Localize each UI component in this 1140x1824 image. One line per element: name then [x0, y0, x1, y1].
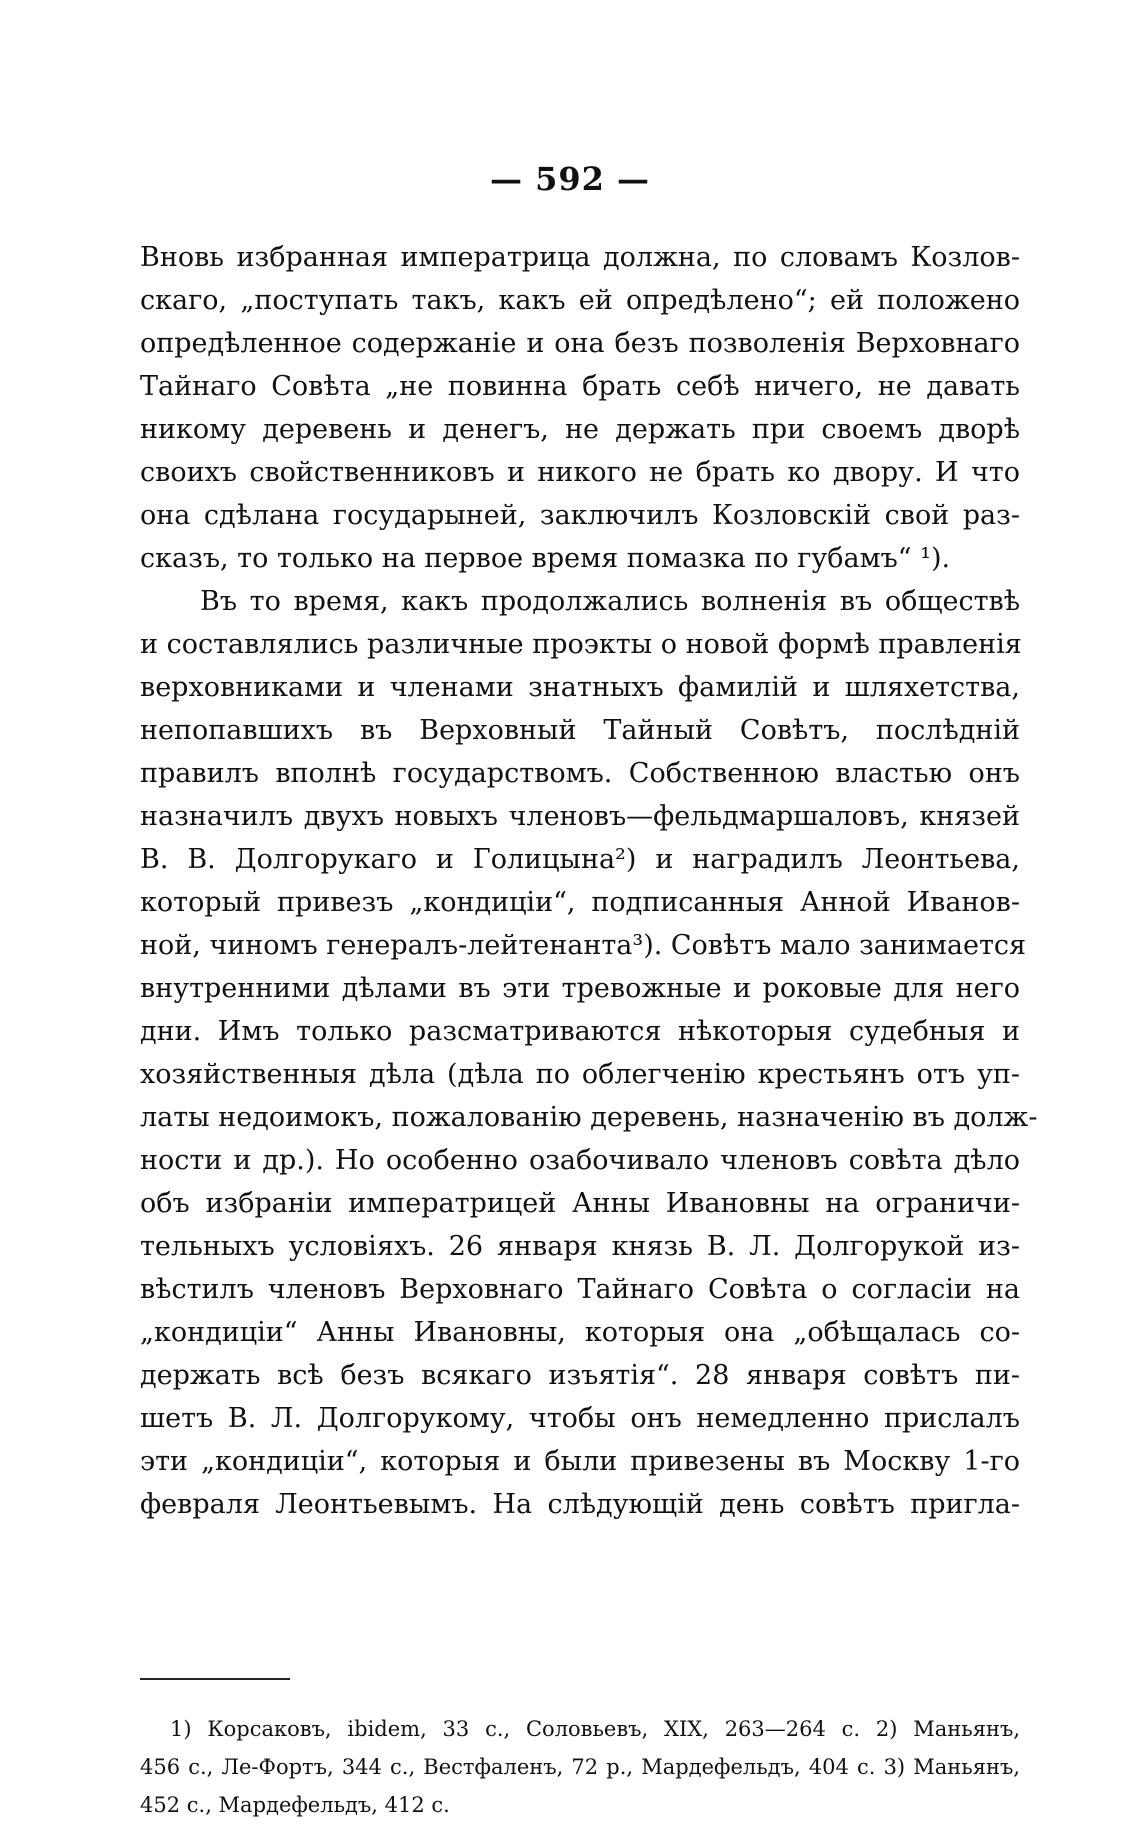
- text-line: В. В. Долгорукаго и Голицына²) и наградилъ Леонтьева,: [140, 844, 1020, 875]
- text-line: правилъ вполнѣ государствомъ. Собственною властью онъ: [140, 758, 1020, 789]
- text-line: сказъ, то только на первое время помазка по губамъ“ ¹).: [140, 543, 951, 574]
- text-line: внутренними дѣлами въ эти тревожные и роковые для него: [140, 973, 1020, 1004]
- text-line: объ избраніи императрицей Анны Ивановны на ограничи-: [140, 1188, 1020, 1219]
- text-line: держать всѣ безъ всякаго изъятія“. 28 января совѣтъ пи-: [140, 1360, 1020, 1391]
- text-line: никому деревень и денегъ, не держать при своемъ дворѣ: [140, 414, 1020, 445]
- text-line: она сдѣлана государыней, заключилъ Козловскій свой раз-: [140, 500, 1020, 531]
- text-line: шетъ В. Л. Долгорукому, чтобы онъ немедленно прислалъ: [140, 1403, 1020, 1434]
- text-line: скаго, „поступать такъ, какъ ей опредѣлено“; ей положено: [140, 285, 1020, 316]
- text-line: дни. Имъ только разсматриваются нѣкоторыя судебныя и: [140, 1016, 1020, 1047]
- text-line: Вновь избранная императрица должна, по словамъ Козлов-: [140, 242, 1020, 273]
- text-line: верховниками и членами знатныхъ фамилій и шляхетства,: [140, 672, 1020, 703]
- text-line: тельныхъ условіяхъ. 26 января князь В. Л. Долгорукой из-: [140, 1231, 1020, 1262]
- footnote-line: 1) Корсаковъ, ibidem, 33 с., Соловьевъ, XIX, 263—264 с. 2) Маньянъ,: [170, 1717, 1020, 1741]
- text-line: хозяйственныя дѣла (дѣла по облегченію крестьянъ отъ уп-: [140, 1059, 1020, 1090]
- text-line: опредѣленное содержаніе и она безъ позволенія Верховнаго: [140, 328, 1020, 359]
- text-line: эти „кондиціи“, которыя и были привезены въ Москву 1-го: [140, 1446, 1020, 1477]
- text-line: Тайнаго Совѣта „не повинна брать себѣ ничего, не давать: [140, 371, 1020, 402]
- footnote-line: 456 с., Ле-Фортъ, 344 с., Вестфаленъ, 72 р., Мардефельдъ, 404 с. 3) Маньянъ,: [140, 1755, 1020, 1779]
- text-line: непопавшихъ въ Верховный Тайный Совѣтъ, послѣдній: [140, 715, 1020, 746]
- text-line: ности и др.). Но особенно озабочивало членовъ совѣта дѣло: [140, 1145, 1020, 1176]
- text-line: ной, чиномъ генералъ-лейтенанта³). Совѣтъ мало занимается: [140, 930, 1027, 961]
- text-line: своихъ свойственниковъ и никого не брать ко двору. И что: [140, 457, 1020, 488]
- body-text: [140, 236, 1038, 1526]
- text-line: вѣстилъ членовъ Верховнаго Тайнаго Совѣта о согласіи на: [140, 1274, 1020, 1305]
- text-line: латы недоимокъ, пожалованію деревень, назначенію въ долж-: [140, 1102, 1038, 1133]
- text-line: „кондиціи“ Анны Ивановны, которыя она „обѣщалась со-: [140, 1317, 1020, 1348]
- footnote-line: 452 с., Мардефельдъ, 412 с.: [140, 1793, 450, 1817]
- footnote-divider: [140, 1678, 290, 1680]
- text-line: назначилъ двухъ новыхъ членовъ—фельдмаршаловъ, князей: [140, 801, 1020, 832]
- footnotes: [140, 1710, 1020, 1824]
- paragraph-2: [140, 580, 1038, 1526]
- text-line: и составлялись различные проэкты о новой формѣ правленія: [140, 629, 1022, 660]
- text-line: февраля Леонтьевымъ. На слѣдующій день совѣтъ пригла-: [140, 1489, 1020, 1520]
- text-line: Въ то время, какъ продолжались волненія въ обществѣ: [200, 586, 1020, 617]
- paragraph-1: [140, 236, 1020, 580]
- text-line: который привезъ „кондиціи“, подписанныя Анной Иванов-: [140, 887, 1020, 918]
- page-number: — 592 —: [489, 160, 651, 198]
